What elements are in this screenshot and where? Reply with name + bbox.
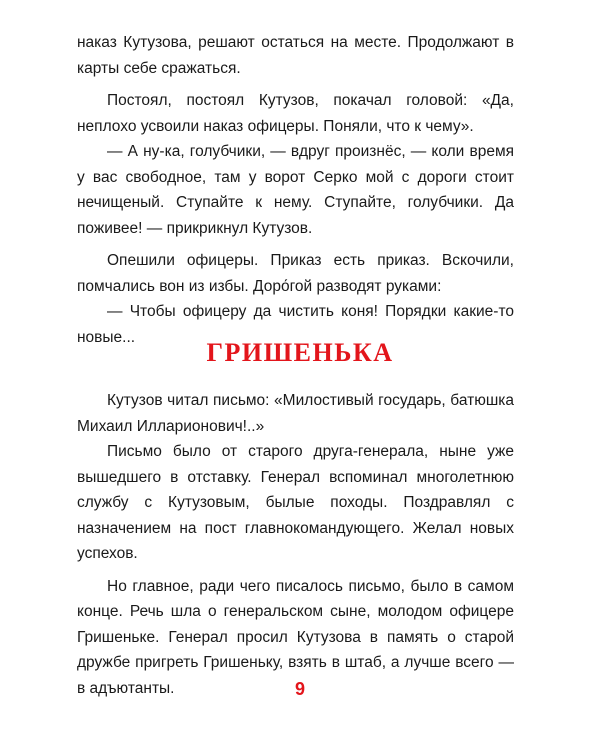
- paragraph-dialogue: — А ну-ка, голубчики, — вдруг произнёс, — коли время у вас свободное, там у ворот Серко мой с дороги стоит нечищеный. Ступайте к нему. Ступайте, голубчики. Да поживее! — прикрикнул Кутузов.: [77, 143, 514, 237]
- chapter-text-block: [77, 388, 514, 701]
- top-text-block: [77, 30, 514, 350]
- paragraph: Опешили офицеры. Приказ есть приказ. Вскочили, помчались вон из избы. Доро́гой разводят руками:: [77, 252, 514, 295]
- paragraph: Кутузов читал письмо: «Милостивый государь, батюшка Михаил Илларионович!..»: [77, 392, 514, 435]
- paragraph-dialogue: — Чтобы офицеру да чистить коня! Порядки какие-то новые...: [77, 303, 514, 346]
- paragraph: Но главное, ради чего писалось письмо, было в самом конце. Речь шла о генеральском сыне, молодом офицере Гришеньке. Генерал просил Кутузова в память о старой дружбе пригреть Гришеньку, взять в штаб, а лучше всего — в адъютанты.: [77, 577, 514, 697]
- paragraph-continuation: наказ Кутузова, решают остаться на месте. Продолжают в карты себе сражаться.: [77, 34, 514, 77]
- page-number: 9: [294, 679, 305, 699]
- chapter-title: ГРИШЕНЬКА: [206, 338, 394, 367]
- paragraph: Письмо было от старого друга-генерала, ныне уже вышедшего в отставку. Генерал вспоминал многолетнюю службу с Кутузовым, былые походы. Поздравлял с назначением на пост главнокомандующего. Желал новых успехов.: [77, 443, 514, 562]
- paragraph: Постоял, постоял Кутузов, покачал головой: «Да, неплохо усвоили наказ офицеры. Поняли, что к чему».: [77, 92, 514, 135]
